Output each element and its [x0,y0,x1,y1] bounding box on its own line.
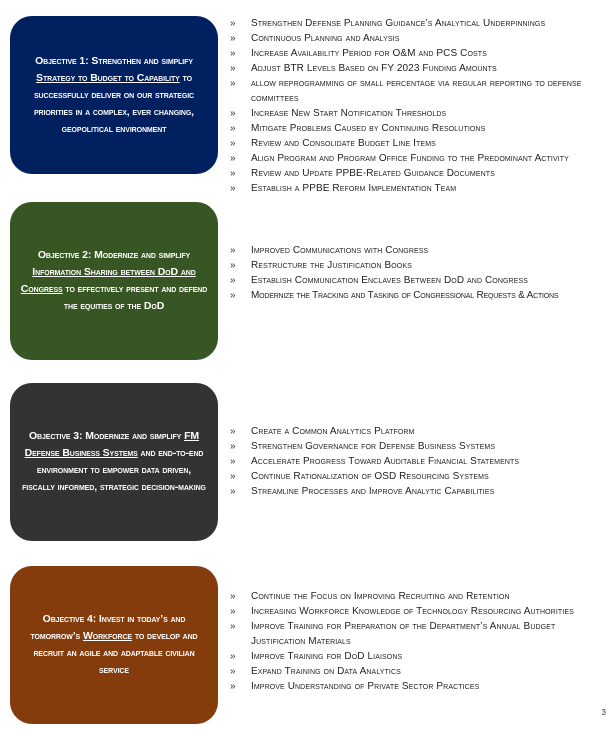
chevron-right-icon: » [230,108,236,119]
objective-2-focus-area: Information Sharing between DoD and Congress [20,266,196,295]
chevron-right-icon: » [230,18,236,29]
chevron-right-icon: » [230,245,236,256]
list-item: » Streamline Processes and Improve Analytic Capabilities [230,486,495,497]
objective-4-focus-area: Workforce [82,630,133,642]
list-item: » Continue the Focus on Improving Recruiting and Retention [230,591,510,602]
chevron-right-icon: » [230,621,236,632]
list-item: » Establish a PPBE Reform Implementation Team [230,183,457,194]
objective-1-box [10,16,218,174]
chevron-right-icon: » [230,33,236,44]
objective-2-bullets [230,243,608,303]
list-item: » Continuous Planning and Analysis [230,33,400,44]
chevron-right-icon: » [230,606,236,617]
chevron-right-icon: » [230,138,236,149]
list-item: » Mitigate Problems Caused by Continuing Resolutions [230,123,486,134]
objective-1-focus-area: Strategy to Budget to Capability [36,71,180,84]
list-item: » Accelerate Progress Toward Auditable Financial Statements [230,456,520,467]
objective-1-text: Objective 1: Strengthen and simplify Strategy to Budget to Capability to successfully deliver on our strategic priorities in a complex, ever changing, geopolitical environment [33,54,195,135]
chevron-right-icon: » [230,426,236,437]
list-item: » Increase Availability Period for O&M and PCS Costs [230,48,487,59]
list-item: » Increasing Workforce Knowledge of Technology Resourcing Authorities [230,606,574,617]
list-item: » Expand Training on Data Analytics [230,666,401,677]
chevron-right-icon: » [230,183,236,194]
list-item: » Strengthen Defense Planning Guidance’s Analytical Underpinnings [230,18,546,29]
list-item: » Strengthen Governance for Defense Business Systems [230,441,496,452]
objective-2-box [10,202,218,360]
objective-4-box [10,566,218,724]
list-item: » Modernize the Tracking and Tasking of Congressional Requests & Actions [230,290,559,301]
chevron-right-icon: » [230,651,236,662]
list-item: » Establish Communication Enclaves Between DoD and Congress [230,275,529,286]
list-item: » Continue Rationalization of OSD Resourcing Systems [230,471,489,482]
chevron-right-icon: » [230,123,236,134]
chevron-right-icon: » [230,681,236,692]
list-item: » Restructure the Justification Books [230,260,412,271]
objective-1-bullets [230,16,608,196]
chevron-right-icon: » [230,168,236,179]
chevron-right-icon: » [230,456,236,467]
chevron-right-icon: » [230,153,236,164]
chevron-right-icon: » [230,78,236,89]
objective-4-bullets [230,589,608,694]
list-item: » Review and Consolidate Budget Line Items [230,138,436,149]
objective-2-text: Objective 2: Modernize and simplify Information Sharing between DoD and Congress to effectively present and defend the equities of the DoD [20,249,208,312]
list-item: » Increase New Start Notification Thresholds [230,108,447,119]
objective-3-bullets [230,424,608,499]
objective-3-text: Objective 3: Modernize and simplify FM Defense Business Systems and end-to-end environment to empower data driven, fiscally informed, strategic decision-making [22,430,206,493]
chevron-right-icon: » [230,591,236,602]
list-item: » Adjust BTR Levels Based on FY 2023 Funding Amounts [230,63,497,74]
list-item: » Improve Training for DoD Liaisons [230,651,403,662]
chevron-right-icon: » [230,666,236,677]
chevron-right-icon: » [230,275,236,286]
chevron-right-icon: » [230,48,236,59]
chevron-right-icon: » [230,471,236,482]
list-item: » Improved Communications with Congress [230,245,429,256]
objective-4-text: Objective 4: Invest in today’s and tomorrow’s Workforce to develop and recruit an agile and adaptable civilian service [30,613,198,676]
chevron-right-icon: » [230,260,236,271]
page-number: 3 [601,708,606,717]
chevron-right-icon: » [230,290,236,301]
chevron-right-icon: » [230,441,236,452]
list-item: » Improve Training for Preparation of the Department’s Annual Budget Justification Materials [230,621,556,647]
list-item: » allow reprogramming of small percentage via regular reporting to defense committees [230,78,582,104]
list-item: » Improve Understanding of Private Sector Practices [230,681,480,692]
objective-3-box [10,383,218,541]
list-item: » Create a Common Analytics Platform [230,426,415,437]
objective-3-focus-area: FM Defense Business Systems [24,430,200,459]
chevron-right-icon: » [230,63,236,74]
chevron-right-icon: » [230,486,236,497]
list-item: » Review and Update PPBE-Related Guidance Documents [230,168,495,179]
list-item: » Align Program and Program Office Funding to the Predominant Activity [230,153,569,164]
